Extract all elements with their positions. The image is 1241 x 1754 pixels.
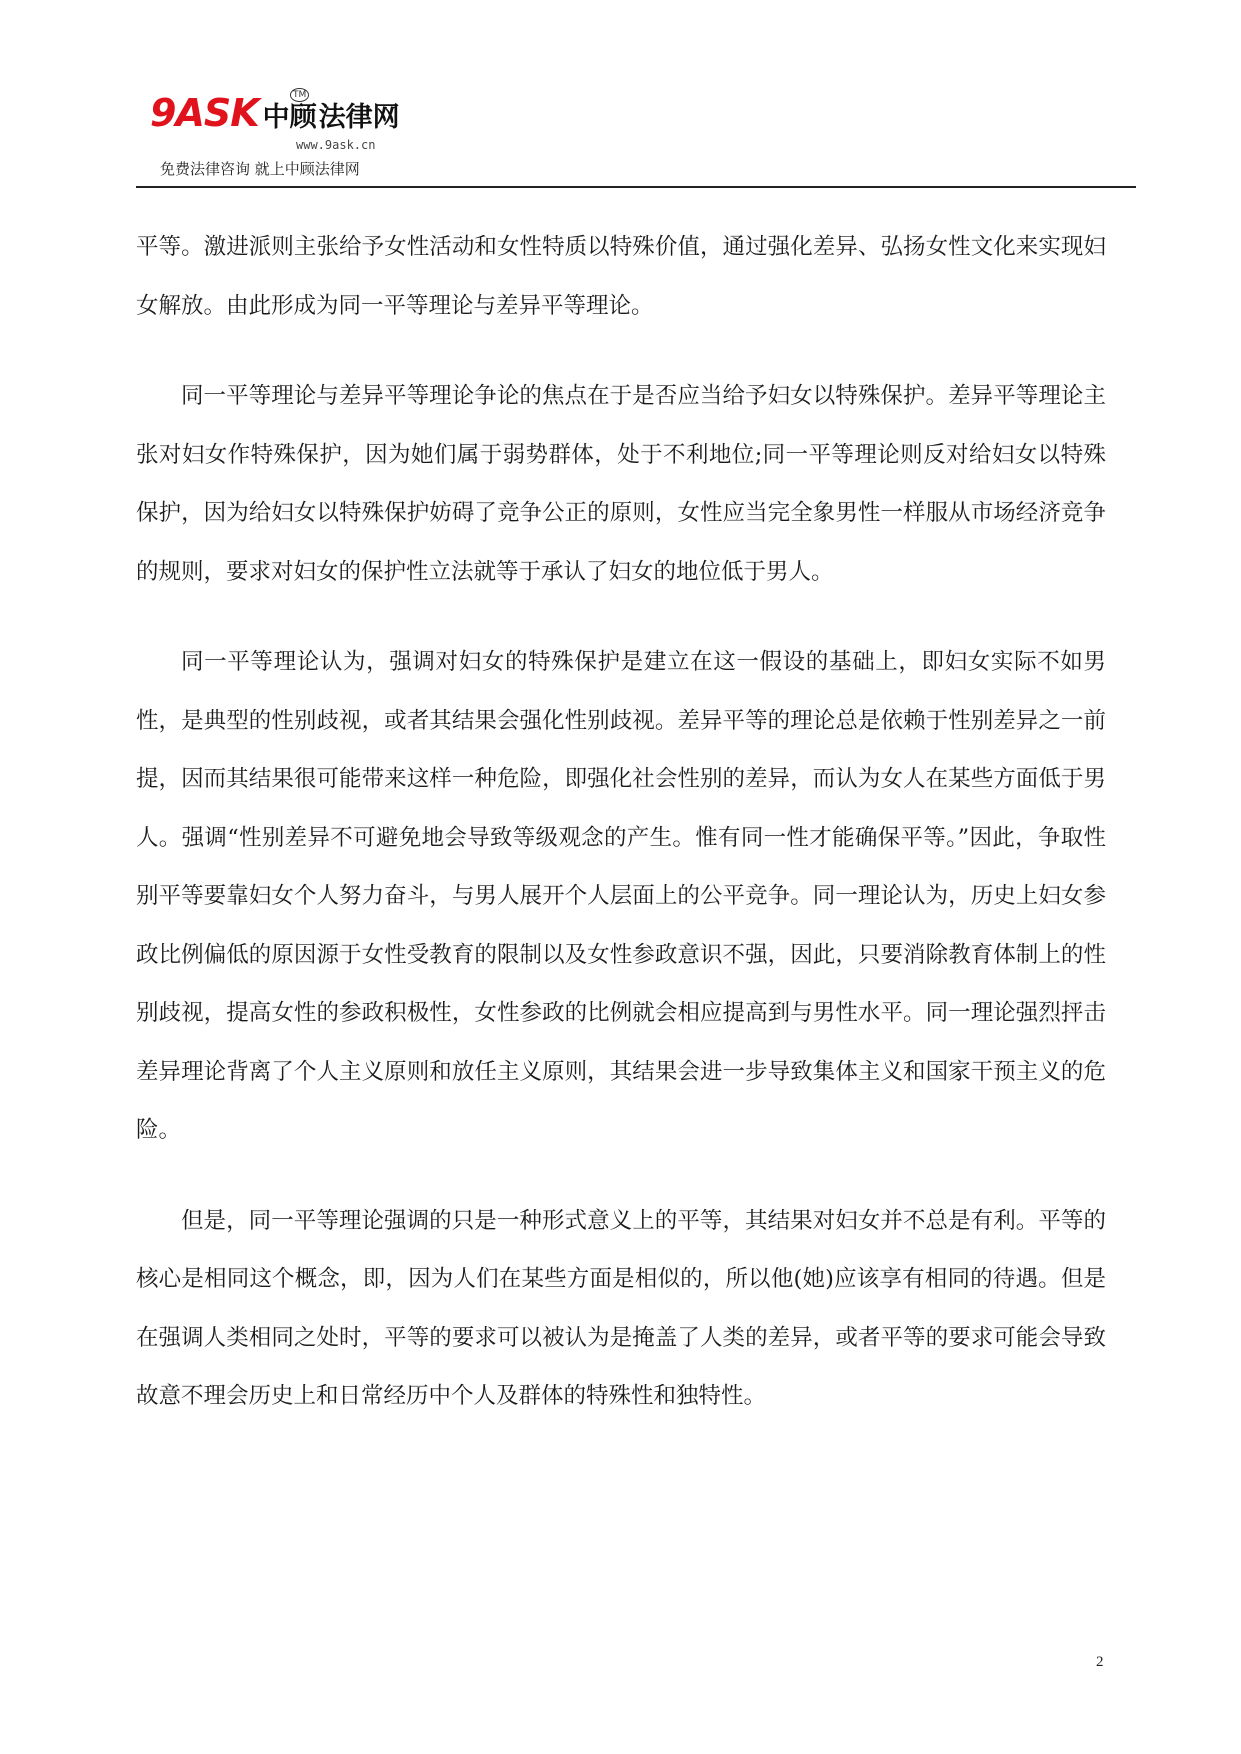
- document-body: [136, 218, 1106, 1458]
- site-logo[interactable]: [150, 90, 440, 182]
- trademark-mark: TM: [290, 88, 309, 102]
- paragraph-3: 同一平等理论认为，强调对妇女的特殊保护是建立在这一假设的基础上，即妇女实际不如男性，是典型的性别歧视，或者其结果会强化性别歧视。差异平等的理论总是依赖于性别差异之一前提，因而其结果很可能带来这样一种危险，即强化社会性别的差异，而认为女人在某些方面低于男人。强调“性别差异不可避免地会导致等级观念的产生。惟有同一性才能确保平等。”因此，争取性别平等要靠妇女个人努力奋斗，与男人展开个人层面上的公平竞争。同一理论认为，历史上妇女参政比例偏低的原因源于女性受教育的限制以及女性参政意识不强，因此，只要消除教育体制上的性别歧视，提高女性的参政积极性，女性参政的比例就会相应提高到与男性水平。同一理论强烈抨击差异理论背离了个人主义原则和放任主义原则，其结果会进一步导致集体主义和国家干预主义的危险。: [136, 649, 1106, 1143]
- page-header: [136, 90, 1136, 186]
- logo-slogan: 免费法律咨询 就上中顾法律网: [160, 160, 360, 178]
- logo-url: www.9ask.cn: [296, 138, 376, 152]
- header-divider: [136, 186, 1136, 188]
- paragraph-1: 平等。激进派则主张给予女性活动和女性特质以特殊价值，通过强化差异、弘扬女性文化来实现妇女解放。由此形成为同一平等理论与差异平等理论。: [136, 234, 1106, 319]
- page-number: 2: [1096, 1654, 1104, 1670]
- logo-cn-text-1: 中顾: [262, 102, 317, 133]
- paragraph-2: 同一平等理论与差异平等理论争论的焦点在于是否应当给予妇女以特殊保护。差异平等理论主张对妇女作特殊保护，因为她们属于弱势群体，处于不利地位;同一平等理论则反对给妇女以特殊保护，因为给妇女以特殊保护妨碍了竞争公正的原则，女性应当完全象男性一样服从市场经济竞争的规则，要求对妇女的保护性立法就等于承认了妇女的地位低于男人。: [136, 383, 1106, 585]
- logo-cn-text-2: 法律网: [318, 102, 400, 133]
- logo-brand-text: 9ASK: [150, 91, 259, 135]
- logo-wordmark: [150, 91, 400, 135]
- paragraph-4: 但是，同一平等理论强调的只是一种形式意义上的平等，其结果对妇女并不总是有利。平等的核心是相同这个概念，即，因为人们在某些方面是相似的，所以他(她)应该享有相同的待遇。但是在强调人类相同之处时，平等的要求可以被认为是掩盖了人类的差异，或者平等的要求可能会导致故意不理会历史上和日常经历中个人及群体的特殊性和独特性。: [136, 1207, 1106, 1409]
